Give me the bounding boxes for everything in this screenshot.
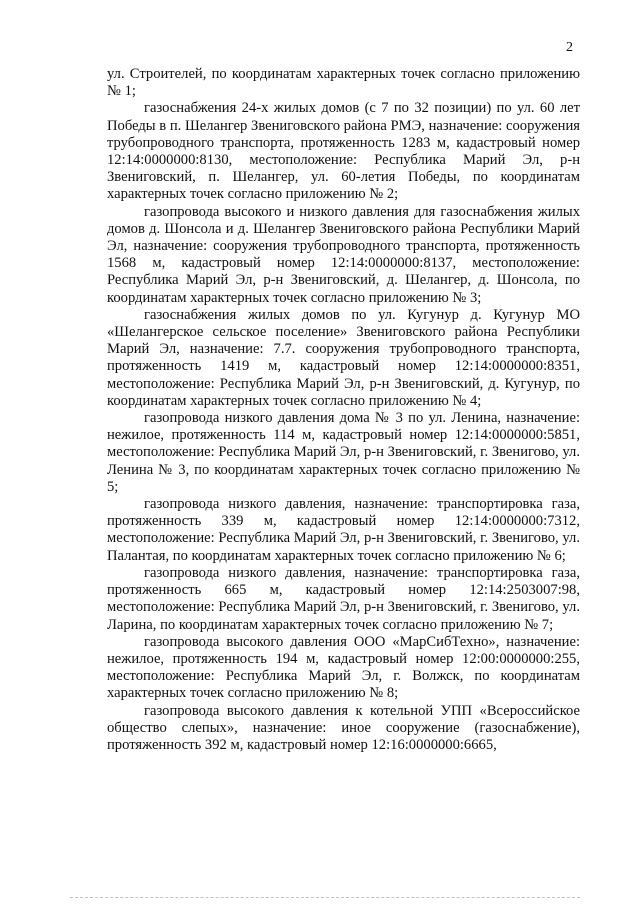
page-number: 2 [566, 40, 573, 55]
paragraph-1: ул. Строителей, по координатам характерных точек согласно приложению № 1; [107, 66, 580, 100]
document-body [107, 66, 580, 754]
paragraph-9: газопровода высокого давления к котельной УПП «Всероссийское общество слепых», назначение: иное сооружение (газоснабжение), протяженность 392 м, кадастровый номер 12:16:0000000:6665, [107, 702, 580, 753]
paragraph-7: газопровода низкого давления, назначение: транспортировка газа, протяженность 665 м, кадастровый номер 12:14:2503007:98, местоположение: Республика Марий Эл, р-н Звениговский, г. Звенигово, ул. Ларина, по координатам характерных точек согласно приложению № 7; [107, 564, 580, 633]
paragraph-6: газопровода низкого давления, назначение: транспортировка газа, протяженность 339 м, кадастровый номер 12:14:0000000:7312, местоположение: Республика Марий Эл, р-н Звениговский, г. Звенигово, ул. Палантая, по координатам характерных точек согласно приложению № 6; [107, 496, 580, 564]
paragraph-4: газоснабжения жилых домов по ул. Кугунур д. Кугунур МО «Шелангерское сельское поселение» Звениговского района Республики Марий Эл, назначение: 7.7. сооружения трубопроводного транспорта, протяженность 1419 м, кадастровый номер 12:14:0000000:8351, местоположение: Республика Марий Эл, р-н Звениговский, д. Кугунур, по координатам характерных точек согласно приложению № 4; [107, 306, 580, 409]
paragraph-2: газоснабжения 24-х жилых домов (с 7 по 32 позиции) по ул. 60 лет Победы в п. Шелангер Звениговского района РМЭ, назначение: сооружения трубопроводного транспорта, протяженность 1283 м, кадастровый номер 12:14:0000000:8130, местоположение: Республика Марий Эл, р-н Звениговский, п. Шелангер, ул. 60-летия Победы, по координатам характерных точек согласно приложению № 2; [107, 100, 580, 203]
paragraph-5: газопровода низкого давления дома № 3 по ул. Ленина, назначение: нежилое, протяженность 114 м, кадастровый номер 12:14:0000000:5851, местоположение: Республика Марий Эл, р-н Звениговский, г. Звенигово, ул. Ленина № 3, по координатам характерных точек согласно приложению № 5; [107, 410, 580, 495]
paragraph-8: газопровода высокого давления ООО «МарСибТехно», назначение: нежилое, протяженность 194 м, кадастровый номер 12:00:0000000:255, местоположение: Республика Марий Эл, г. Волжск, по координатам характерных точек согласно приложению № 8; [107, 633, 580, 702]
scan-artifact-line [70, 897, 580, 900]
paragraph-3: газопровода высокого и низкого давления для газоснабжения жилых домов д. Шонсола и д. Шелангер Звениговского района Республики Марий Эл, назначение: сооружения трубопроводного транспорта, протяженность 1568 м, кадастровый номер 12:14:0000000:8137, местоположение: Республика Марий Эл, р-н Звениговский, д. Шелангер, д. Шонсола, по координатам характерных точек согласно приложению № 3; [107, 203, 580, 306]
